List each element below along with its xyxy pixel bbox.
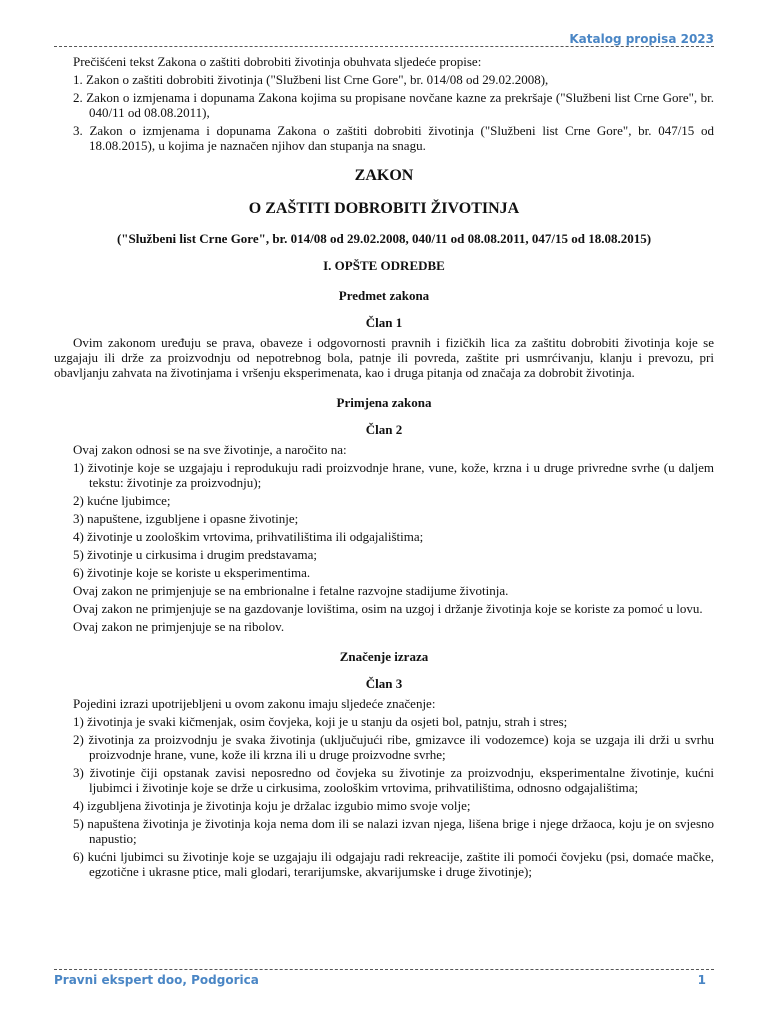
intro-item: 3. Zakon o izmjenama i dopunama Zakona o zaštiti dobrobiti životinja ("Službeni list Crne Gore", br. 047/15 od 18.08.2015), u kojima je naznačen njihov dan stupanja na snagu. [73, 123, 714, 153]
list-item: 3) napuštene, izgubljene i opasne životinje; [73, 511, 299, 526]
intro-item: 2. Zakon o izmjenama i dopunama Zakona kojima su propisane novčane kazne za prekršaje ("Službeni list Crne Gore", br. 040/11 od 08.08.2011), [73, 90, 714, 120]
publisher-footer: Pravni ekspert doo, Podgorica [54, 973, 259, 987]
section-heading: Predmet zakona [338, 288, 430, 303]
section-heading: Primjena zakona [336, 395, 432, 410]
document-body [54, 54, 714, 882]
list-item: 4) izgubljena životinja je životinja koju je držalac izgubio mimo svoje volje; [73, 798, 471, 813]
list-item: 4) životinje u zoološkim vrtovima, prihvatilištima ili odgajalištima; [73, 529, 424, 544]
list-item: 5) životinje u cirkusima i drugim predstavama; [73, 547, 318, 562]
section-heading: Značenje izraza [339, 649, 429, 664]
law-gazette-reference: ("Službeni list Crne Gore", br. 014/08 od 29.02.2008, 040/11 od 08.08.2011, 047/15 od 18.08.2015) [116, 231, 652, 246]
list-item: 1) životinja je svaki kičmenjak, osim čovjeka, koji je u stanju da osjeti bol, patnju, strah i stres; [73, 714, 568, 729]
footer-divider [54, 969, 714, 970]
list-item: 5) napuštena životinja je životinja koja nema dom ili se nalazi izvan njega, lišena brige i njege držaoca, koju je on svjesno napustio; [73, 816, 714, 846]
article-heading: Član 3 [365, 676, 403, 691]
page-number: 1 [697, 973, 706, 987]
catalog-header: Katalog propisa 2023 [569, 32, 714, 46]
part-heading: I. OPŠTE ODREDBE [323, 258, 445, 273]
article-heading: Član 1 [365, 315, 403, 330]
article-paragraph: Ovaj zakon ne primjenjuje se na embrionalne i fetalne razvojne stadijume životinja. [73, 583, 509, 598]
list-item: 2) kućne ljubimce; [73, 493, 171, 508]
list-item: 6) životinje koje se koriste u eksperimentima. [73, 565, 311, 580]
header-divider [54, 46, 714, 47]
article-heading: Član 2 [365, 422, 403, 437]
list-item: 1) životinje koje se uzgajaju i reprodukuju radi proizvodnje hrane, vune, kože, krzna i u druge privredne svrhe (u daljem tekstu: životinje za proizvodnju); [73, 460, 714, 490]
law-title: O ZAŠTITI DOBROBITI ŽIVOTINJA [248, 200, 520, 217]
intro-lead: Prečišćeni tekst Zakona o zaštiti dobrobiti životinja obuhvata sljedeće propise: [73, 54, 482, 69]
article-paragraph: Pojedini izrazi upotrijebljeni u ovom zakonu imaju sljedeće značenje: [73, 696, 436, 711]
article-paragraph: Ovaj zakon odnosi se na sve životinje, a naročito na: [73, 442, 347, 457]
article-paragraph: Ovim zakonom uređuju se prava, obaveze i odgovornosti pravnih i fizičkih lica za zaštitu dobrobiti životinja koje se uzgajaju ili drže za proizvodnju od nepotrebnog bola, patnje ili povreda, zaštite pri usmrćivanju, klanju i prevozu, pri obavljanju zahvata na životinjama i vršenju eksperimenata, kao i druga pitanja od značaja za dobrobit životinja. [54, 335, 714, 380]
article-paragraph: Ovaj zakon ne primjenjuje se na gazdovanje lovištima, osim na uzgoj i držanje životinja koje se koriste za pomoć u lovu. [73, 601, 703, 616]
list-item: 6) kućni ljubimci su životinje koje se uzgajaju ili odgajaju radi rekreacije, zaštite ili pomoći čovjeku (psi, domaće mačke, egzotične i ukrasne ptice, mali glodari, terarijumske, akvarijumske i druge životinje); [73, 849, 714, 879]
intro-item: 1. Zakon o zaštiti dobrobiti životinja ("Službeni list Crne Gore", br. 014/08 od 29.02.2008), [73, 72, 549, 87]
law-heading: ZAKON [354, 167, 414, 184]
list-item: 3) životinje čiji opstanak zavisi neposredno od čovjeka su životinje za proizvodnju, eksperimentalne životinje, kućni ljubimci i životinje koje se drže u cirkusima, zoološkim vrtovima, prihvatilištima, odnosno odgajalištima; [73, 765, 714, 795]
article-paragraph: Ovaj zakon ne primjenjuje se na ribolov. [73, 619, 285, 634]
list-item: 2) životinja za proizvodnju je svaka životinja (uključujući ribe, gmizavce ili vodozemce) koja se uzgaja ili drži u svrhu proizvodnje hrane, vune, kože ili krzna ili u druge proizvodne svrhe; [73, 732, 714, 762]
